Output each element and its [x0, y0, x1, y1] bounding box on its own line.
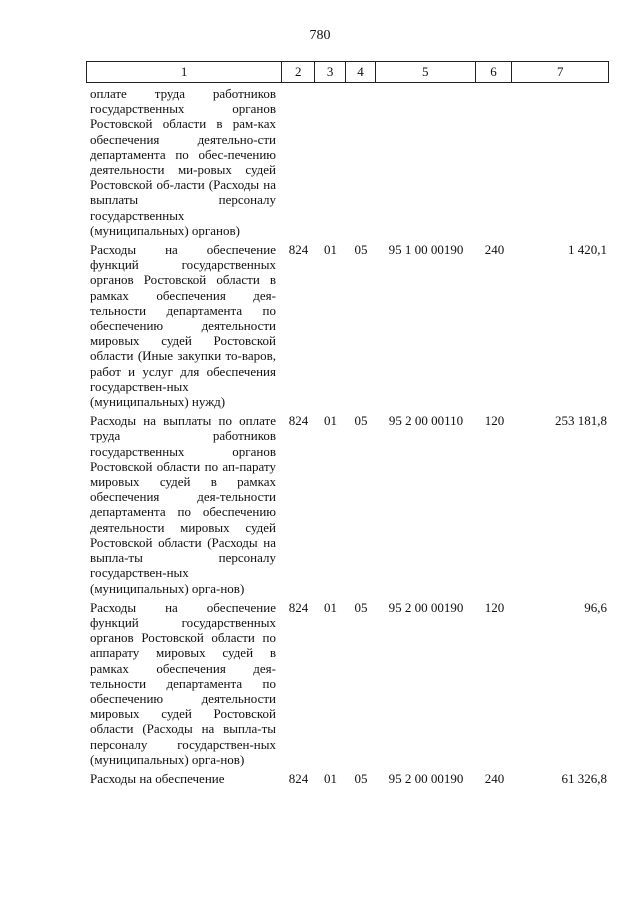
table-row	[86, 86, 609, 238]
table-row	[86, 600, 609, 767]
row-col-3: 01	[324, 413, 337, 429]
header-col-6: 6	[476, 62, 513, 82]
row-col-5: 95 2 00 00190	[388, 770, 464, 786]
header-col-1: 1	[87, 62, 282, 82]
row-col-6: 240	[484, 770, 505, 786]
header-col-7: 7	[556, 64, 564, 79]
table-body	[86, 86, 609, 790]
row-col-4: 05	[354, 770, 368, 786]
row-description: Расходы на выплаты по оплате труда работников государственных органов Ростовской области по ап-парату мировых судей в рамках обеспечения дея-тельности департамента по обеспечению деятельности мировых судей Ростовской области (Расходы на выпла-ты персоналу государствен-ных (муниципальных) орга-нов)	[90, 413, 276, 596]
row-col-5: 95 2 00 00190	[388, 599, 464, 615]
table-header	[86, 61, 609, 83]
row-col-4: 05	[354, 599, 368, 615]
row-col-7: 253 181,8	[555, 413, 607, 429]
row-col-7: 96,6	[584, 599, 607, 615]
row-col-7: 61 326,8	[561, 770, 607, 786]
row-col-2: 824	[288, 242, 309, 258]
row-description: Расходы на обеспечение	[90, 770, 225, 786]
header-col-4: 4	[346, 62, 376, 82]
header-col-5: 5	[376, 62, 476, 82]
row-col-7: 1 420,1	[568, 242, 607, 258]
row-col-3: 01	[324, 242, 337, 258]
row-col-5: 95 1 00 00190	[388, 242, 464, 258]
row-col-2: 824	[288, 599, 309, 615]
row-description: оплате труда работников государственных органов Ростовской области в рам-ках обеспечения деятельно-сти департамента по обес-печению деятельности ми-ровых судей Ростовской об-ласти (Расходы на выплаты персоналу государственных (муниципальных) органов)	[90, 86, 276, 238]
row-col-3: 01	[324, 599, 337, 615]
row-col-6: 120	[484, 599, 505, 615]
row-col-6: 120	[484, 413, 505, 429]
row-col-2: 824	[288, 770, 309, 786]
row-col-4: 05	[354, 242, 368, 258]
row-description: Расходы на обеспечение функций государственных органов Ростовской области по аппарату мировых судей в рамках обеспечения дея-тельности департамента по обеспечению деятельности мировых судей Ростовской области (Расходы на выпла-ты персоналу государствен-ных (муниципальных) орга-нов)	[90, 599, 276, 767]
table-row	[86, 413, 609, 595]
row-description: Расходы на обеспечение функций государственных органов Ростовской области в рамках обеспечения дея-тельности департамента по обеспечению деятельности мировых судей Ростовской области (Иные закупки то-варов, работ и услуг для обеспечения государствен-ных (муниципальных) нужд)	[90, 242, 276, 410]
row-col-5: 95 2 00 00110	[388, 413, 464, 429]
page-number: 780	[309, 28, 331, 43]
row-col-4: 05	[354, 413, 368, 429]
header-col-2: 2	[282, 62, 315, 82]
row-col-2: 824	[288, 413, 309, 429]
table-row	[86, 771, 609, 786]
row-col-6: 240	[484, 242, 505, 258]
header-col-3: 3	[315, 62, 346, 82]
table-row	[86, 242, 609, 409]
row-col-3: 01	[324, 770, 337, 786]
